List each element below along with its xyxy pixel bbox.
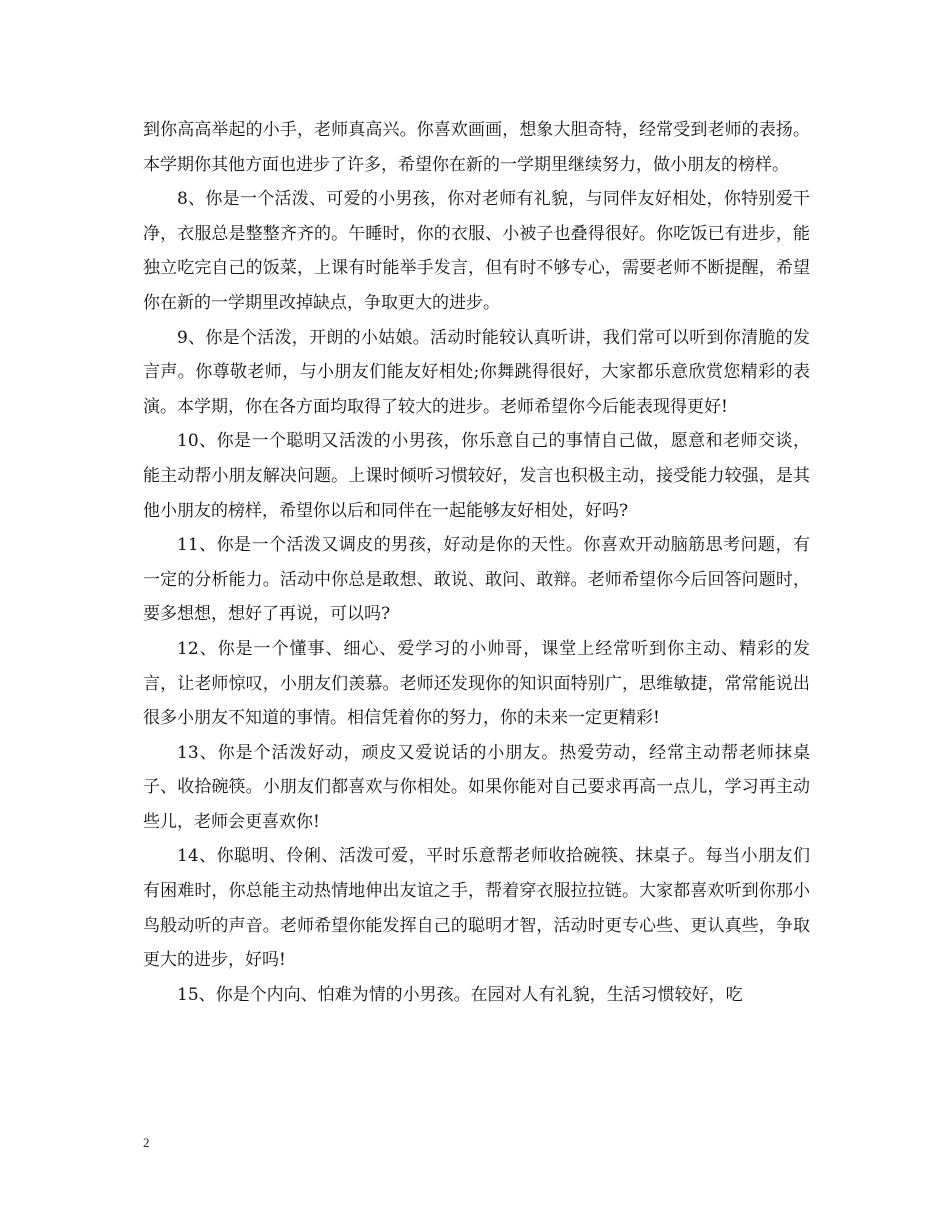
paragraph-13: 13、你是个活泼好动，顽皮又爱说话的小朋友。热爱劳动，经常主动帮老师抹桌子、收拾碗筷。小朋友们都喜欢与你相处。如果你能对自己要求再高一点儿，学习再主动些儿，老师会更喜欢你! — [143, 742, 810, 832]
paragraph-11: 11、你是一个活泼又调皮的男孩，好动是你的天性。你喜欢开动脑筋思考问题，有一定的分析能力。活动中你总是敢想、敢说、敢问、敢辩。老师希望你今后回答问题时，要多想想，想好了再说，可以吗? — [143, 535, 810, 625]
document-body — [143, 113, 810, 1012]
paragraph-10: 10、你是一个聪明又活泼的小男孩，你乐意自己的事情自己做，愿意和老师交谈，能主动帮小朋友解决问题。上课时倾听习惯较好，发言也积极主动，接受能力较强，是其他小朋友的榜样，希望你以后和同伴在一起能够友好相处，好吗? — [143, 431, 810, 521]
paragraph-12: 12、你是一个懂事、细心、爱学习的小帅哥，课堂上经常听到你主动、精彩的发言，让老师惊叹，小朋友们羡慕。老师还发现你的知识面特别广，思维敏捷，常常能说出很多小朋友不知道的事情。相信凭着你的努力，你的未来一定更精彩! — [143, 638, 810, 729]
paragraph-8: 8、你是一个活泼、可爱的小男孩，你对老师有礼貌，与同伴友好相处，你特别爱干净，衣服总是整整齐齐的。午睡时，你的衣服、小被子也叠得很好。你吃饭已有进步，能独立吃完自己的饭菜，上课有时能举手发言，但有时不够专心，需要老师不断提醒，希望你在新的一学期里改掉缺点，争取更大的进步。 — [143, 189, 810, 313]
paragraph-9: 9、你是个活泼，开朗的小姑娘。活动时能较认真听讲，我们常可以听到你清脆的发言声。你尊敬老师，与小朋友们能友好相处;你舞跳得很好，大家都乐意欣赏您精彩的表演。本学期，你在各方面均取得了较大的进步。老师希望你今后能表现得更好! — [143, 327, 810, 417]
paragraph-15: 15、你是个内向、怕难为情的小男孩。在园对人有礼貌，生活习惯较好，吃 — [177, 984, 743, 1005]
paragraph-continued: 到你高高举起的小手，老师真高兴。你喜欢画画，想象大胆奇特，经常受到老师的表扬。本学期你其他方面也进步了许多，希望你在新的一学期里继续努力，做小朋友的榜样。 — [143, 120, 810, 175]
page-number: 2 — [143, 1135, 150, 1150]
paragraph-14: 14、你聪明、伶俐、活泼可爱，平时乐意帮老师收拾碗筷、抹桌子。每当小朋友们有困难时，你总能主动热情地伸出友谊之手，帮着穿衣服拉拉链。大家都喜欢听到你那小鸟般动听的声音。老师希望你能发挥自己的聪明才智，活动时更专心些、更认真些，争取更大的进步，好吗! — [143, 846, 810, 971]
